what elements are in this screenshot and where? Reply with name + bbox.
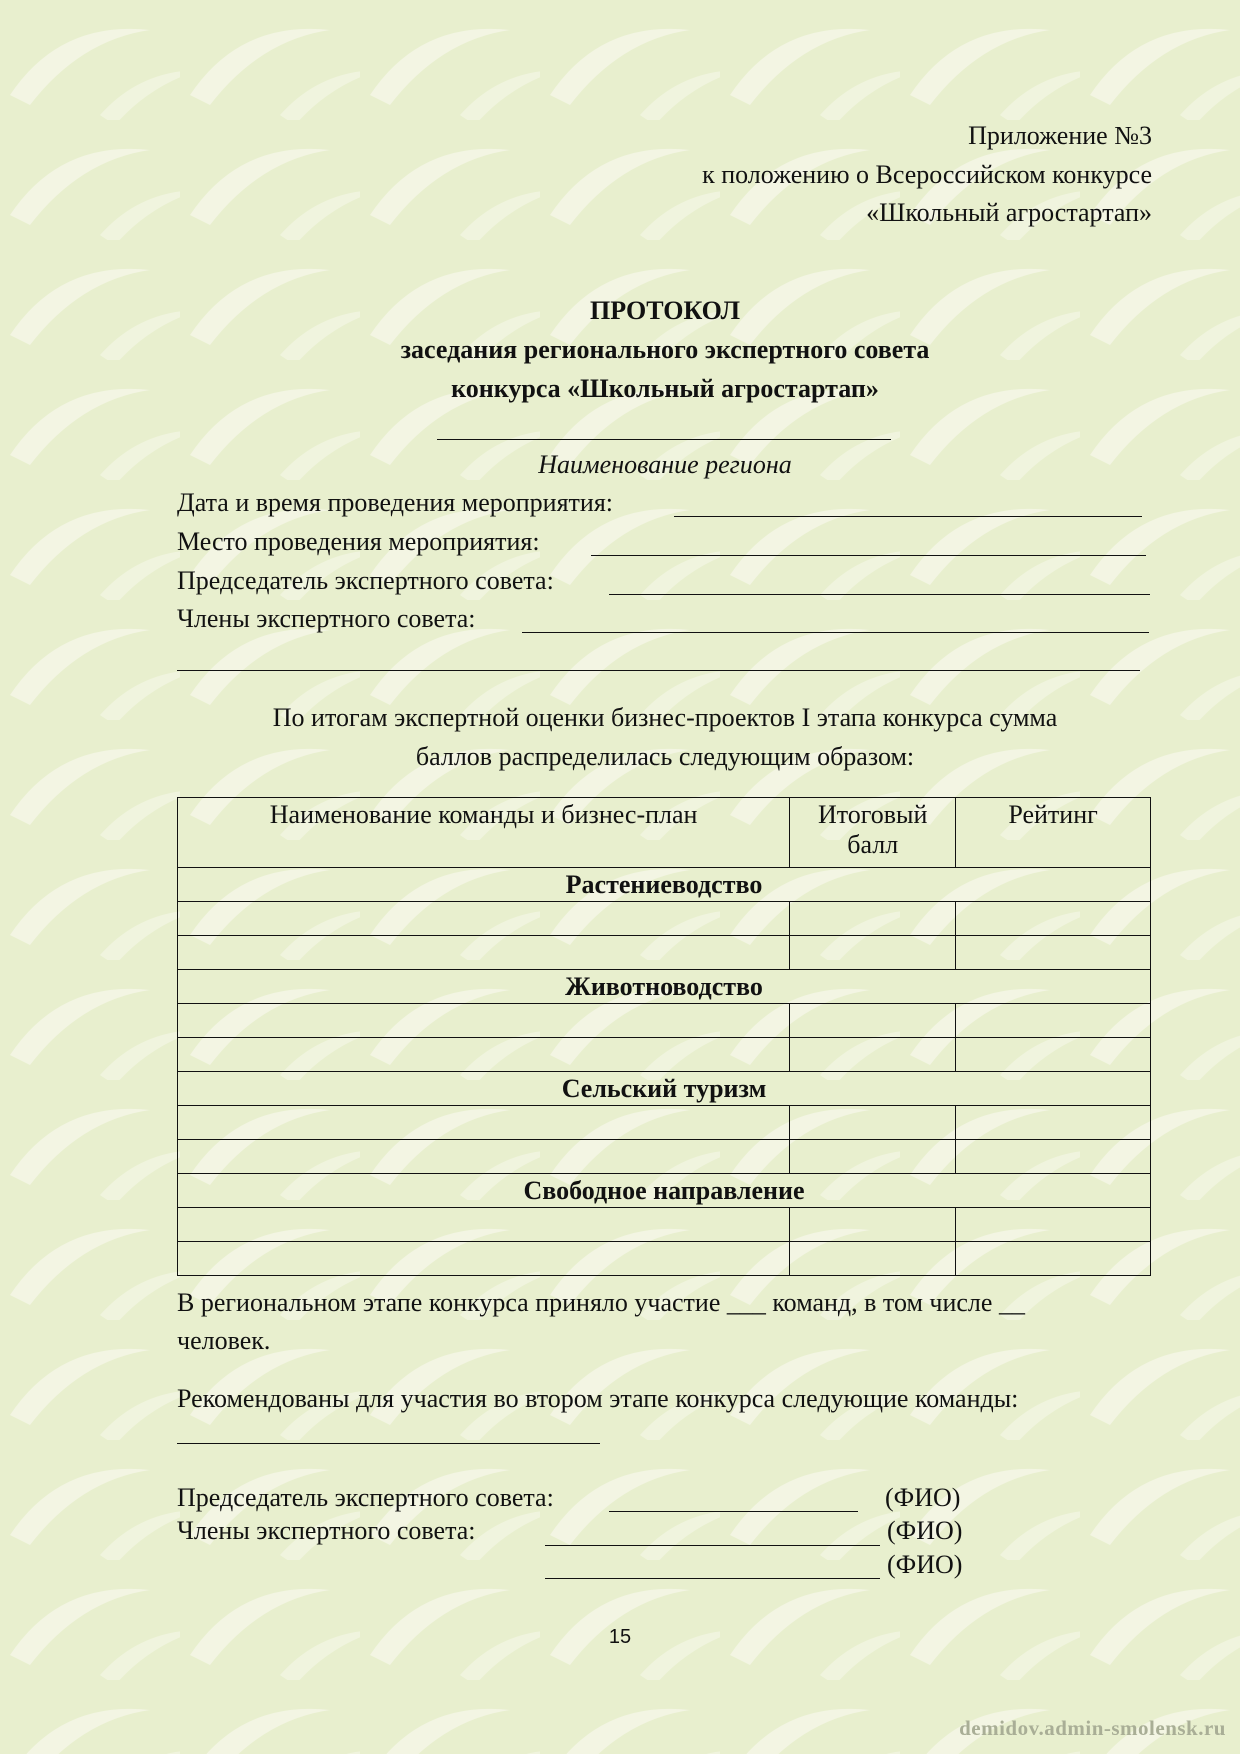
document-title: ПРОТОКОЛ [590, 296, 740, 325]
signature-chair-line [609, 1511, 858, 1512]
score-cell[interactable] [790, 902, 956, 936]
section-row [178, 1174, 1151, 1208]
rating-cell[interactable] [956, 936, 1151, 970]
region-caption: Наименование региона [538, 450, 792, 479]
team-cell[interactable] [178, 1038, 790, 1072]
appendix-contest-name: «Школьный агростартап» [866, 198, 1152, 227]
signature-member-fio-2: (ФИО) [887, 1550, 963, 1579]
members-label: Члены экспертного совета: [177, 604, 476, 633]
section-title: Свободное направление [178, 1174, 1151, 1208]
table-row [178, 1106, 1151, 1140]
team-cell[interactable] [178, 1208, 790, 1242]
recommended-text: Рекомендованы для участия во втором этапе конкурса следующие команды: [177, 1384, 1019, 1413]
watermark: demidov.admin-smolensk.ru [959, 1716, 1226, 1740]
place-label: Место проведения мероприятия: [177, 527, 540, 556]
chair-blank-line [609, 594, 1150, 595]
score-cell[interactable] [790, 1106, 956, 1140]
table-row [178, 936, 1151, 970]
signature-members-label: Члены экспертного совета: [177, 1516, 476, 1545]
signature-member-line-2 [545, 1578, 880, 1579]
section-title: Животноводство [178, 970, 1151, 1004]
members-blank-line [522, 632, 1149, 633]
table-row [178, 902, 1151, 936]
appendix-reference: к положению о Всероссийском конкурсе [702, 160, 1152, 189]
team-cell[interactable] [178, 936, 790, 970]
rating-column-header: Рейтинг [956, 798, 1151, 868]
members-blank-line-2 [177, 670, 1140, 671]
rating-cell[interactable] [956, 1242, 1151, 1276]
rating-cell[interactable] [956, 902, 1151, 936]
participation-line-1: В региональном этапе конкурса приняло участие ___ команд, в том числе __ [177, 1288, 1025, 1317]
signature-chair-fio: (ФИО) [885, 1483, 961, 1512]
page-number: 15 [608, 1626, 632, 1648]
team-column-header: Наименование команды и бизнес-план [178, 798, 790, 868]
date-blank-line [674, 516, 1142, 517]
signature-member-fio-1: (ФИО) [887, 1516, 963, 1545]
section-row [178, 1072, 1151, 1106]
team-cell[interactable] [178, 1106, 790, 1140]
intro-line-2: баллов распределилась следующим образом: [415, 742, 915, 771]
date-label: Дата и время проведения мероприятия: [177, 488, 613, 517]
section-title: Растениеводство [178, 868, 1151, 902]
score-cell[interactable] [790, 1140, 956, 1174]
score-column-header: Итоговый балл [790, 798, 956, 868]
intro-line-1: По итогам экспертной оценки бизнес-проектов I этапа конкурса сумма [272, 703, 1058, 732]
scores-table [177, 797, 1151, 1276]
document-subtitle-contest: конкурса «Школьный агростартап» [451, 374, 879, 403]
participation-line-2: человек. [177, 1326, 271, 1355]
score-cell[interactable] [790, 936, 956, 970]
chair-label: Председатель экспертного совета: [177, 566, 554, 595]
score-cell[interactable] [790, 1242, 956, 1276]
score-cell[interactable] [790, 1208, 956, 1242]
rating-cell[interactable] [956, 1208, 1151, 1242]
section-title: Сельский туризм [178, 1072, 1151, 1106]
table-row [178, 1208, 1151, 1242]
table-row [178, 1242, 1151, 1276]
table-row [178, 1038, 1151, 1072]
table-row [178, 1004, 1151, 1038]
rating-cell[interactable] [956, 1004, 1151, 1038]
team-cell[interactable] [178, 1140, 790, 1174]
team-cell[interactable] [178, 902, 790, 936]
team-cell[interactable] [178, 1004, 790, 1038]
rating-cell[interactable] [956, 1140, 1151, 1174]
table-row [178, 1140, 1151, 1174]
score-cell[interactable] [790, 1004, 956, 1038]
section-row [178, 970, 1151, 1004]
rating-cell[interactable] [956, 1106, 1151, 1140]
signature-chair-label: Председатель экспертного совета: [177, 1483, 554, 1512]
document-subtitle: заседания регионального экспертного совета [400, 335, 930, 364]
region-blank-line [437, 439, 891, 440]
rating-cell[interactable] [956, 1038, 1151, 1072]
recommended-blank-line [177, 1443, 600, 1444]
appendix-number: Приложение №3 [968, 121, 1152, 150]
table-header-row [178, 798, 1151, 868]
signature-member-line-1 [545, 1545, 880, 1546]
place-blank-line [591, 555, 1146, 556]
score-cell[interactable] [790, 1038, 956, 1072]
section-row [178, 868, 1151, 902]
team-cell[interactable] [178, 1242, 790, 1276]
